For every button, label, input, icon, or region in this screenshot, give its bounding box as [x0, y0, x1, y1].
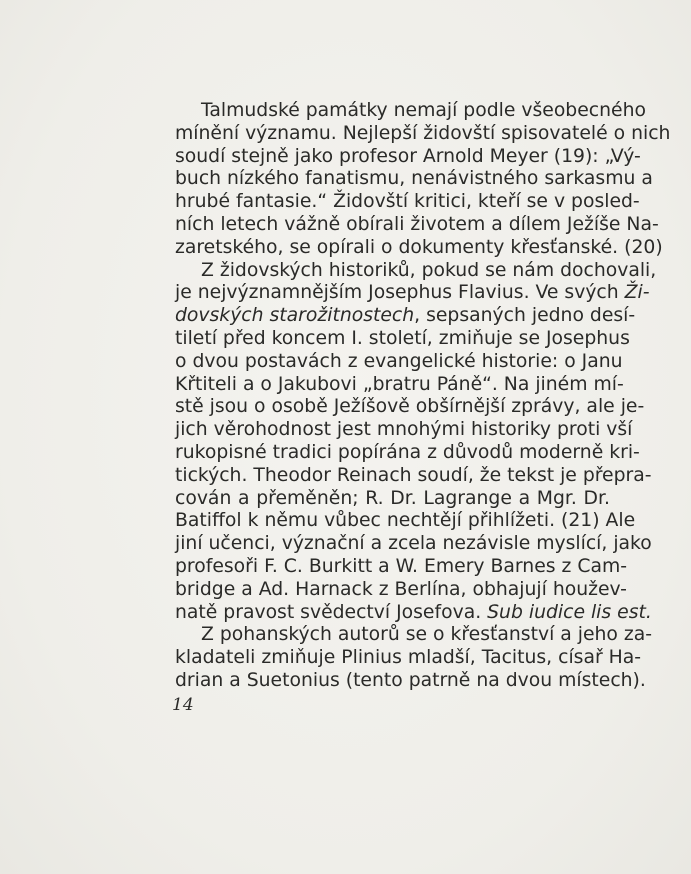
text-line: tiletí před koncem I. století, zmiňuje se Josephus — [175, 327, 630, 349]
text-line: buch nízkého fanatismu, nenávistného sarkasmu a — [175, 168, 653, 190]
text-line: hrubé fantasie.“ Židovští kritici, kteří se v posled- — [175, 191, 640, 213]
italic-span: Sub iudice lis est. — [487, 601, 652, 623]
text-line: tických. Theodor Reinach soudí, že tekst je přepra- — [175, 464, 652, 486]
text-line: stě jsou o osobě Ježíšově obšírnější zprávy, ale je- — [175, 396, 645, 418]
text-line: Talmudské památky nemají podle všeobecného — [201, 100, 646, 121]
text-line: jich věrohodnost jest mnohými historiky proti vší — [175, 419, 633, 441]
text-line: Batiffol k němu vůbec nechtějí přihlížeti. (21) Ale — [175, 510, 636, 532]
text-line: Z židovských historiků, pokud se nám dochovali, — [201, 259, 657, 281]
text-line: Z pohanských autorů se o křesťanství a jeho za- — [201, 624, 653, 646]
text-line — [175, 601, 652, 625]
text-line — [175, 282, 650, 305]
text-line: soudí stejně jako profesor Arnold Meyer (19): „Vý- — [175, 145, 641, 167]
text-line: profesoři F. C. Burkitt a W. Emery Barnes z Cam- — [175, 555, 628, 577]
text-line: mínění významu. Nejlepší židovští spisovatelé o nich — [175, 122, 671, 144]
text-line: Křtiteli a o Jakubovi „bratru Páně“. Na jiném mí- — [175, 373, 624, 395]
text-span: natě pravost svědectví Josefova. — [175, 601, 488, 623]
text-line: drian a Suetonius (tento patrně na dvou místech). — [175, 669, 646, 691]
italic-span: Ži- — [624, 282, 650, 304]
text-line: kladateli zmiňuje Plinius mladší, Tacitus, císař Ha- — [175, 647, 642, 669]
text-span: , sepsaných jedno desí- — [414, 305, 636, 327]
body-text — [175, 100, 671, 693]
text-line — [175, 305, 636, 328]
text-line: o dvou postavách z evangelické historie: o Janu — [175, 350, 623, 372]
text-line: bridge a Ad. Harnack z Berlína, obhajují houžev- — [175, 578, 627, 600]
text-line: ních letech vážně obírali životem a dílem Ježíše Na- — [175, 213, 659, 235]
text-line: zaretského, se opírali o dokumenty křesťanské. (20) — [175, 236, 663, 258]
italic-span: dovských starožitnostech — [175, 305, 415, 327]
text-line: rukopisné tradici popírána z důvodů moderně kri- — [175, 441, 640, 463]
text-line: cován a přeměněn; R. Dr. Lagrange a Mgr. Dr. — [175, 487, 610, 509]
page-number: 14 — [172, 695, 194, 715]
text-span: je nejvýznamnějším Josephus Flavius. Ve svých — [175, 282, 625, 304]
text-line: jiní učenci, význační a zcela nezávisle myslící, jako — [175, 533, 652, 555]
